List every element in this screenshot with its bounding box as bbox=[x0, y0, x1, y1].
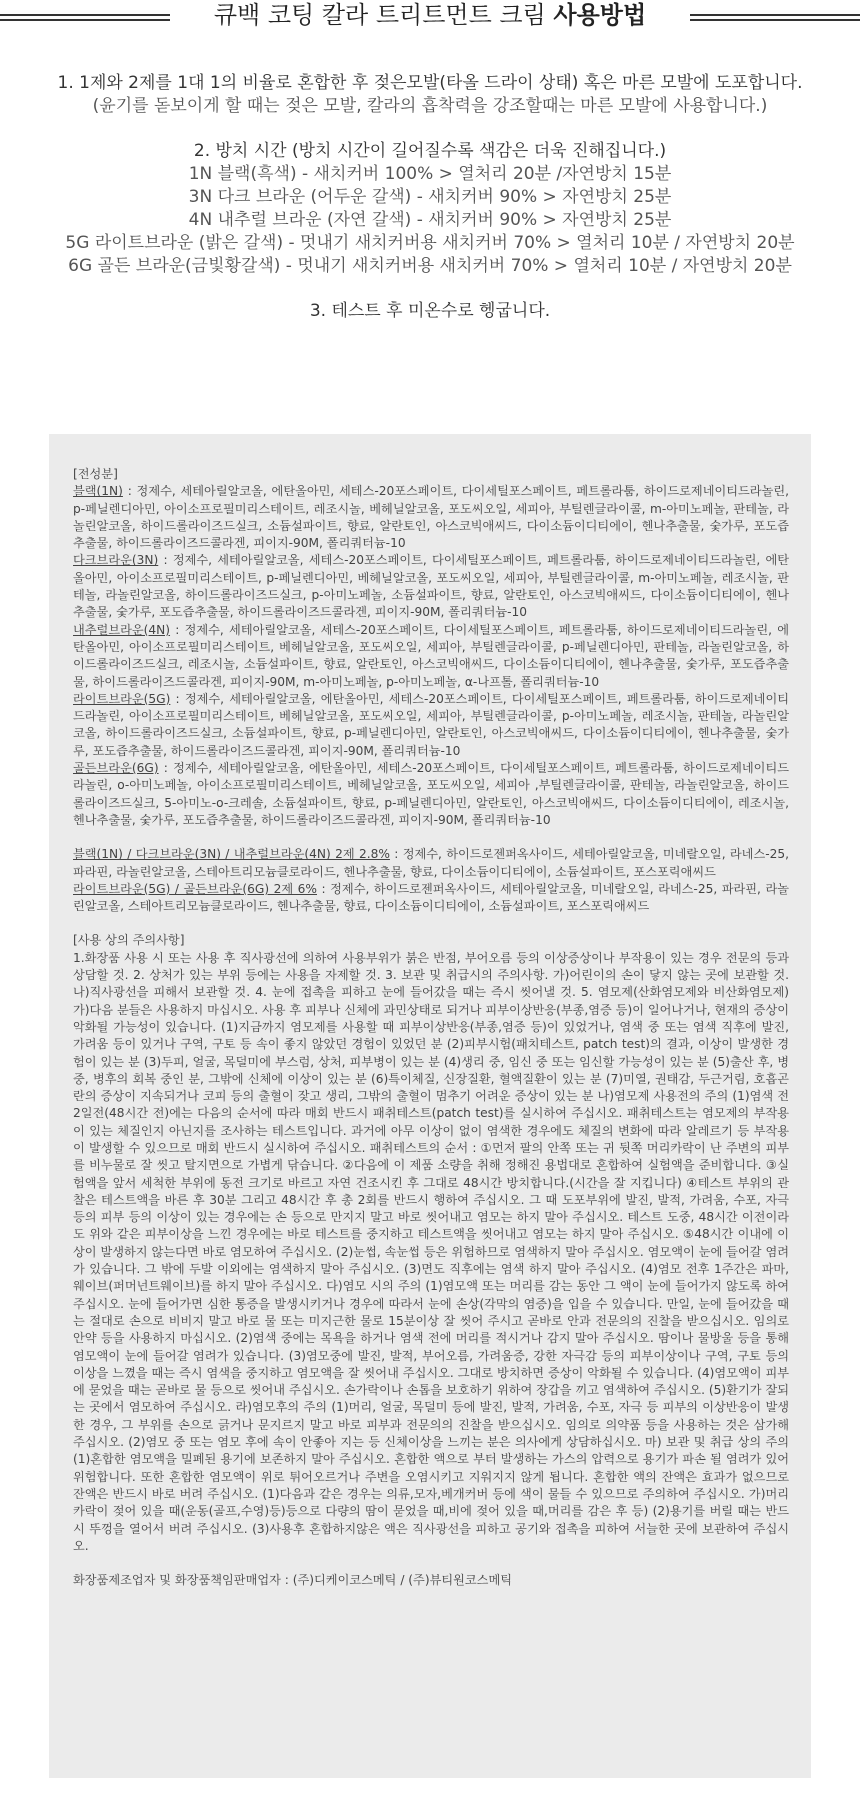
ingredient-label: 라이트브라운(5G) / 골든브라운(6G) 2제 6% bbox=[73, 881, 317, 896]
ingredient-text: : 정제수, 세테아릴알코올, 에탄올아민, 세테스-20포스페이트, 다이세틸포스페이트, 페트롤라툼, 하이드로제네이티드라놀린, p-페닐렌디아민, 아이소프로필미리스테이트, 레조시놀, 베헤닐알코올, 포도씨오일, 세피아, 부틸렌글라이콜, m-아미노페놀, 판테놀, 라놀린알코올, 하이드롤라이즈드실크, 소듐설파이트, 향료, 알란토인, 아스코빅애씨드, 다이소듐이디티에이, 헨나추출물, 숯가루, 포도즙추출물, 하이드롤라이즈드콜라겐, 피이지-90M, 폴리쿼터늄-10 bbox=[73, 484, 789, 551]
ingredient-text: : 정제수, 하이드로젠퍼옥사이드, 세테아릴알코올, 미네랄오일, 라네스-25, 파라핀, 라놀린알코올, 스테아트리모늄클로라이드, 헨나추출물, 향료, 다이소듐이디티에이, 소듐설파이트, 포스포릭애씨드 bbox=[73, 881, 789, 914]
cautions-body: 1.화장품 사용 시 또는 사용 후 직사광선에 의하여 사용부위가 붉은 반점, 부어오름 등의 이상증상이나 부작용이 있는 경우 전문의 등과 상담할 것. 2. 상처가 있는 부위 등에는 사용을 자제할 것. 3. 보관 및 취급시의 주의사항. 가)어린이의 손이 닿지 않는 곳에 보관할 것. 나)직사광선을 피해서 보관할 것. 4. 눈에 접촉을 피하고 눈에 들어갔을 때는 즉시 씻어낼 것. 5. 염모제(산화염모제와 비산화염모제) 가)다음 분들은 사용하지 마십시오. 사용 후 피부나 신체에 과민상태로 되거나 피부이상반응(부종,염증 등)이 일어나거나, 현재의 증상이 악화될 가능성이 있습니다. (1)지금까지 염모제를 사용할 때 피부이상반응(부종,염증 등)이 있었거나, 염색 중 또는 염색 직후에 발진, 가려움 등이 있거나 구역, 구토 등 속이 좋지 않았던 경험이 있었던 분 (2)피부시험(패치테스트, patch test)의 결과, 이상이 발생한 경험이 있는 분 (3)두피, 얼굴, 목덜미에 부스럼, 상처, 피부병이 있는 분 (4)생리 중, 임신 중 또는 임신할 가능성이 있는 분 (5)출산 후, 병중, 병후의 회복 중인 분, 그밖에 신체에 이상이 있는 분 (6)특이체질, 신장질환, 혈액질환이 있는 분 (7)미열, 권태감, 두근거림, 호흡곤란의 증상이 지속되거나 코피 등의 출혈이 잦고 생리, 그밖의 출혈이 멈추기 어려운 증상이 있는 분 나)염모제 사용전의 주의 (1)염색 전 2일전(48시간 전)에는 다음의 순서에 따라 매회 반드시 패취테스트(patch test)를 실시하여 주십시오. 패취테스트는 염모제의 부작용이 있는 체질인지 아닌지를 조사하는 테스트입니다. 과거에 아무 이상이 없이 염색한 경우에도 체질의 변화에 따라 알레르기 등 부작용이 발생할 수 있으므로 매회 반드시 실시하여 주십시오. 패취테스트의 순서 : ①먼저 팔의 안쪽 또는 귀 뒷쪽 머리카락이 난 주변의 피부를 비누물로 잘 씻고 탈지면으로 가볍게 닦습니다. ②다음에 이 제품 소량을 취해 정해진 용법대로 혼합하여 실험액을 준비합니다. ③실험액을 앞서 세척한 부위에 동전 크기로 바르고 자연 건조시킨 후 그대로 48시간 방치합니다.(시간을 잘 지킵니다) ④테스트 부위의 관찰은 테스트액을 바른 후 30분 그리고 48시간 후 총 2회를 반드시 행하여 주십시오. 그 때 도포부위에 발진, 발적, 가려움, 수포, 자극 등의 피부 등의 이상이 있는 경우에는 손 등으로 만지지 말고 바로 씻어내고 염모는 하지 말아 주십시오. 테스트 도중, 48시간 이전이라도 위와 같은 피부이상을 느낀 경우에는 바로 테스트를 중지하고 테스트액을 씻어내고 염모는 하지 말아 주십시오. ⑤48시간 이내에 이상이 발생하지 않는다면 바로 염모하여 주십시오. (2)눈썹, 속눈썹 등은 위험하므로 염색하지 말아 주십시오. 염모액이 눈에 들어갈 염려가 있습니다. 그 밖에 두발 이외에는 염색하지 말아 주십시오. (3)면도 직후에는 염색 하지 말아 주십시오. (4)염모 전후 1주간은 파마, 웨이브(퍼머넌트웨이브)를 하지 말아 주십시오. 다)염모 시의 주의 (1)염모액 또는 머리를 감는 동안 그 액이 눈에 들어가지 않도록 하여 주십시오. 눈에 들어가면 심한 통증을 발생시키거나 경우에 따라서 눈에 손상(각막의 염증)을 입을 수 있습니다. 만일, 눈에 들어갔을 때는 절대로 손으로 비비지 말고 바로 물 또는 미지근한 물로 15분이상 잘 씻어 주시고 곧바로 안과 전문의의 진찰을 받으십시오. 임의로 안약 등을 사용하지 마십시오. (2)염색 중에는 목욕을 하거나 염색 전에 머리를 적시거나 감지 말아 주십시오. 땀이나 물방울 등을 통해 염모액이 눈에 들어갈 염려가 있습니다. (3)염모중에 발진, 발적, 부어오름, 가려움증, 강한 자극감 등의 피부이상이나 구역, 구토 등의 이상을 느꼈을 때는 즉시 염색을 중지하고 염모액을 잘 씻어내 주십시오. 그대로 방치하면 증상이 악화될 수 있습니다. (4)염모액이 피부에 묻었을 때는 곧바로 물 등으로 씻어내 주십시오. 손가락이나 손톱을 보호하기 위하여 장갑을 끼고 염색하여 주십시오. (5)환기가 잘되는 곳에서 염모하여 주십시오. 라)염모후의 주의 (1)머리, 얼굴, 목덜미 등에 발진, 발적, 가려움, 수포, 자극 등 피부의 이상반응이 발생한 경우, 그 부위를 손으로 긁거나 문지르지 말고 바로 피부과 전문의의 진찰을 받으십시오. 임의로 의약품 등을 사용하는 것은 삼가해 주십시오. (2)염모 중 또는 염모 후에 속이 안좋아 지는 등 신체이상을 느끼는 분은 의사에게 상담하십시오. 마) 보관 및 취급 상의 주의 (1)혼합한 염모액을 밀폐된 용기에 보존하지 말아 주십시오. 혼합한 액으로 부터 발생하는 가스의 압력으로 용기가 파손 될 염려가 있어 위험합니다. 또한 혼합한 염모액이 위로 튀어오르거나 주변을 오염시키고 지워지지 않게 됩니다. 혼합한 액의 잔액은 효과가 없으므로 잔액은 반드시 바로 버려 주십시오. (1)다음과 같은 경우는 의류,모자,베개커버 등에 색이 물들 수 있으므로 주의하여 주십시오. 가)머리카락이 젖어 있을 때(운동(골프,수영)등)등으로 다량의 땀이 묻었을 때,비에 젖어 있을 때,머리를 감은 후 등) (2)용기를 버릴 때는 반드시 뚜껑을 열어서 버려 주십시오. (3)사용후 혼합하지않은 액은 직사광선을 피하고 공기와 접촉을 피하여 서늘한 곳에 보관하여 주십시오. bbox=[73, 950, 789, 1553]
developer-ingredient-entry bbox=[73, 846, 789, 881]
title-rule-right bbox=[690, 14, 860, 21]
title-rule-left bbox=[0, 14, 170, 21]
ingredient-label: 내추럴브라운(4N) bbox=[73, 622, 171, 637]
cautions-heading: [사용 상의 주의사항] bbox=[73, 933, 185, 948]
ingredients-heading: [전성분] bbox=[73, 467, 118, 481]
title-bold: 사용방법 bbox=[553, 1, 647, 29]
step-3: 3. 테스트 후 미온수로 헹굽니다. bbox=[309, 301, 551, 321]
ingredient-label: 골든브라운(6G) bbox=[73, 761, 159, 776]
ingredient-text: : 정제수, 세테아릴알코올, 에탄올아민, 세테스-20포스페이트, 다이세틸포스페이트, 페트롤라툼, 하이드로제네이티드라놀린, o-아미노페놀, 아이소프로필미리스테이트, 베헤닐알코올, 포도씨오일, 세피아 ,부틸렌글라이콜, 판테놀, 라놀린알코올, 하이드롤라이즈드실크, 5-아미노-o-크레솔, 소듐설파이트, 향료, p-페닐렌디아민, 알란토인, 아스코빅애씨드, 다이소듐이디티에이, 레조시놀, 헨나추출물, 숯가루, 포도즙추출물, 하이드롤라이즈드콜라겐, 피이지-90M, 폴리쿼터늄-10 bbox=[73, 761, 789, 827]
ingredient-entry bbox=[73, 483, 789, 552]
manufacturer-info: 화장품제조업자 및 화장품책임판매업자 : (주)디케이코스메틱 / (주)뷰티원코스메틱 bbox=[73, 1573, 512, 1588]
usage-steps bbox=[0, 72, 860, 323]
ingredient-label: 다크브라운(3N) bbox=[73, 553, 159, 568]
page-title bbox=[170, 0, 690, 30]
ingredient-entry bbox=[73, 622, 789, 691]
step-2-item: 5G 라이트브라운 (밝은 갈색) - 멋내기 새치커버용 새치커버 70% > 열처리 10분 / 자연방치 20분 bbox=[65, 233, 795, 253]
step-2-item: 4N 내추럴 브라운 (자연 갈색) - 새치커버 90% > 자연방치 25분 bbox=[188, 210, 672, 230]
ingredient-entry bbox=[73, 760, 789, 829]
ingredient-text: : 정제수, 세테아릴알코올, 에탄올아민, 세테스-20포스페이트, 다이세틸포스페이트, 페트롤라툼, 하이드로제네이티드라놀린, 아이소프로필미리스테이트, 베헤닐알코올, 포도씨오일, 세피아, 부틸렌글라이콜, p-아미노페놀, 레조시놀, 판테놀, 라놀린알코올, 하이드롤라이즈드실크, 소듐설파이트, 향료, p-페닐렌디아민, 알란토인, 아스코빅애씨드, 다이소듐이디티에이, 헨나추출물, 숯가루, 포도즙추출물, 하이드롤라이즈드콜라겐, 피이지-90M, 폴리쿼터늄-10 bbox=[73, 691, 789, 758]
ingredient-text: : 정제수, 세테아릴알코올, 세테스-20포스페이트, 다이세틸포스페이트, 페트롤라툼, 하이드로제네이티드라놀린, 에탄올아민, 아이소프로필미리스테이트, p-페닐렌디아민, 베헤닐알코올, 포도씨오일, 세피아, 부틸렌글라이콜, m-아미노페놀, 레조시놀, 판테놀, 라놀린알코올, 하이드롤라이즈드실크, p-아미노페놀, 소듐설파이트, 향료, 알란토인, 아스코빅애씨드, 다이소듐이디티에이, 헨나추출물, 숯가루, 포도즙추출물, 하이드롤라이즈드콜라겐, 피이지-90M, 폴리쿼터늄-10 bbox=[73, 553, 789, 620]
ingredients-cautions-panel bbox=[49, 434, 811, 1778]
ingredient-label: 라이트브라운(5G) bbox=[73, 691, 171, 706]
step-2-item: 6G 골든 브라운(금빛황갈색) - 멋내기 새치커버용 새치커버 70% > 열처리 10분 / 자연방치 20분 bbox=[68, 256, 792, 276]
step-2-item: 3N 다크 브라운 (어두운 갈색) - 새치커버 90% > 자연방치 25분 bbox=[188, 187, 672, 207]
step-2-title: 2. 방치 시간 (방치 시간이 길어질수록 색감은 더욱 진해집니다.) bbox=[193, 141, 667, 161]
ingredient-entry bbox=[73, 552, 789, 621]
step-1-line-1: 1. 1제와 2제를 1대 1의 비율로 혼합한 후 젖은모발(타올 드라이 상태) 혹은 마른 모발에 도포합니다. bbox=[57, 73, 803, 93]
developer-ingredient-entry bbox=[73, 881, 789, 916]
ingredient-label: 블랙(1N) / 다크브라운(3N) / 내추럴브라운(4N) 2제 2.8% bbox=[73, 847, 390, 862]
page-header bbox=[0, 0, 860, 30]
title-main: 큐백 코팅 칼라 트리트먼트 크림 bbox=[213, 1, 554, 29]
ingredient-text: : 정제수, 하이드로젠퍼옥사이드, 세테아릴알코올, 미네랄오일, 라네스-25, 파라핀, 라놀린알코올, 스테아트리모늄클로라이드, 헨나추출물, 향료, 다이소듐이디티에이, 소듐설파이트, 포스포릭애씨드 bbox=[73, 847, 789, 879]
ingredient-text: : 정제수, 세테아릴알코올, 세테스-20포스페이트, 다이세틸포스페이트, 페트롤라툼, 하이드로제네이티드라놀린, 에탄올아민, 아이소프로필미리스테이트, 베헤닐알코올, 포도씨오일, 세피아, 부틸렌글라이콜, p-페닐렌디아민, 판테놀, 라놀린알코올, 하이드롤라이즈드실크, 레조시놀, 소듐설파이트, 향료, 알란토인, 아스코빅애씨드, 다이소듐이디티에이, 헨나추출물, 숯가루, 포도즙추출물, 하이드롤라이즈드콜라겐, 피이지-90M, m-아미노페놀, p-아미노페놀, α-나프톨, 폴리쿼터늄-10 bbox=[73, 622, 789, 689]
ingredient-entry bbox=[73, 691, 789, 760]
step-2-item: 1N 블랙(흑색) - 새치커버 100% > 열처리 20분 /자연방치 15분 bbox=[188, 164, 672, 184]
step-1-line-2: (윤기를 돋보이게 할 때는 젖은 모발, 칼라의 흡착력을 강조할때는 마른 모발에 사용합니다.) bbox=[92, 96, 768, 116]
ingredient-label: 블랙(1N) bbox=[73, 484, 123, 499]
